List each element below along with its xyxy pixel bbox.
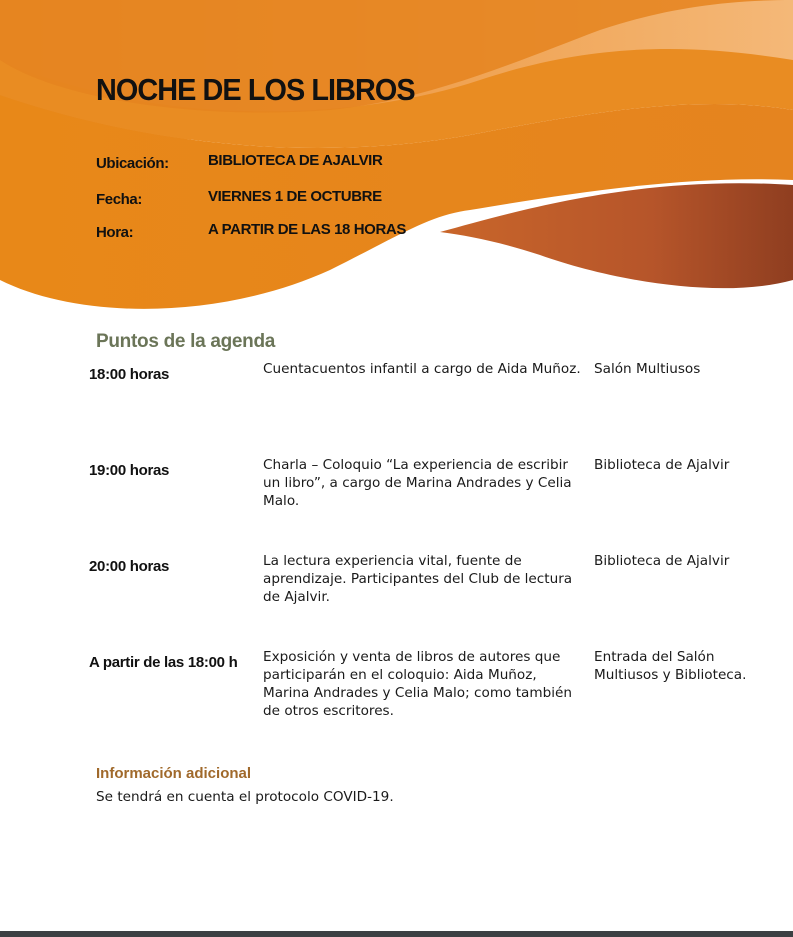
agenda-time: 19:00 horas <box>89 462 170 479</box>
date-value: VIERNES 1 DE OCTUBRE <box>208 188 382 205</box>
date-label: Fecha: <box>96 191 142 208</box>
agenda-description: La lectura experiencia vital, fuente de aprendizaje. Participantes del Club de lectura de Ajalvir. <box>263 553 573 605</box>
agenda-place: Salón Multiusos <box>594 361 701 377</box>
time-value: A PARTIR DE LAS 18 HORAS <box>208 221 406 238</box>
event-title: NOCHE DE LOS LIBROS <box>96 72 415 107</box>
time-label: Hora: <box>96 224 134 241</box>
agenda-place: Biblioteca de Ajalvir <box>594 457 730 473</box>
agenda-title: Puntos de la agenda <box>96 331 276 352</box>
agenda-place: Entrada del Salón Multiusos y Biblioteca. <box>594 649 747 683</box>
agenda-time: 20:00 horas <box>89 558 170 575</box>
agenda-time: 18:00 horas <box>89 366 170 383</box>
location-value: BIBLIOTECA DE AJALVIR <box>208 152 383 169</box>
additional-info-title: Información adicional <box>96 765 252 782</box>
bottom-bar <box>0 931 793 937</box>
location-label: Ubicación: <box>96 155 169 172</box>
agenda-description: Exposición y venta de libros de autores que participarán en el coloquio: Aida Muñoz, Marina Andrades y Celia Malo; como también de otros escritores. <box>263 649 572 719</box>
agenda-time: A partir de las 18:00 h <box>89 654 238 671</box>
agenda-description: Cuentacuentos infantil a cargo de Aida Muñoz. <box>263 361 581 377</box>
agenda-place: Biblioteca de Ajalvir <box>594 553 730 569</box>
additional-info-text: Se tendrá en cuenta el protocolo COVID-19. <box>96 789 394 805</box>
agenda-description: Charla – Coloquio “La experiencia de escribir un libro”, a cargo de Marina Andrades y Celia Malo. <box>263 457 572 509</box>
